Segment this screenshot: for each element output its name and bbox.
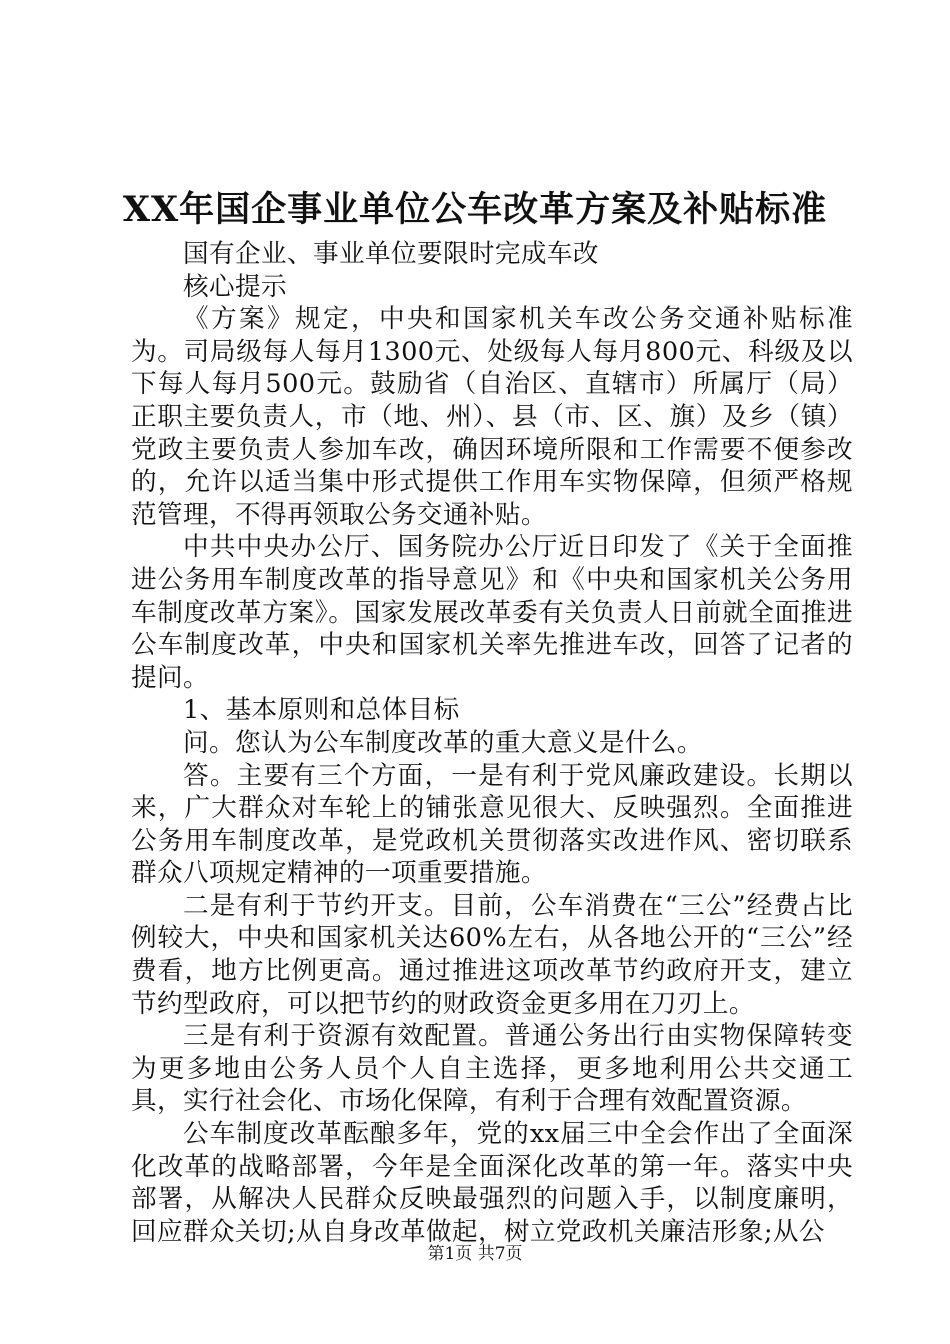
- document-title: XX年国企事业单位公车改革方案及补贴标准: [122, 189, 828, 230]
- paragraph-subtitle: 国有企业、事业单位要限时完成车改: [183, 239, 599, 269]
- paragraph-reform-background: 公车制度改革酝酿多年，党的xx届三中全会作出了全面深化改革的战略部署，今年是全面深化改革的第一年。落实中央部署，从解决人民群众反映最强烈的问题入手，以制度廉明，回应群众关切;从自身改革做起，树立党政机关廉洁形象;从公: [131, 1119, 853, 1247]
- page-footer: 第1页 共7页: [427, 1244, 523, 1264]
- paragraph-core-hint: 核心提示: [183, 271, 287, 302]
- paragraph-point-two: 二是有利于节约开支。目前，公车消费在“三公”经费占比例较大，中央和国家机关达60%左右，从各地公开的“三公”经费看，地方比例更高。通过推进这项改革节约政府开支，建立节约型政府，可以把节约的财政资金更多用在刀刃上。: [131, 890, 853, 1019]
- section-heading-principles: 1、基本原则和总体目标: [183, 695, 460, 726]
- document-body: [131, 238, 853, 1248]
- paragraph-point-three: 三是有利于资源有效配置。普通公务出行由实物保障转变为更多地由公务人员个人自主选择，更多地利用公共交通工具，实行社会化、市场化保障，有利于合理有效配置资源。: [131, 1021, 853, 1117]
- paragraph-question: 问。您认为公车制度改革的重大意义是什么。: [183, 727, 703, 758]
- paragraph-announcement: 中共中央办公厅、国务院办公厅近日印发了《关于全面推进公务用车制度改革的指导意见》和《中央和国家机关公务用车制度改革方案》。国家发展改革委有关负责人日前就全面推进公车制度改革，中央和国家机关率先推进车改，回答了记者的提问。: [131, 532, 853, 693]
- paragraph-plan-rules: 《方案》规定，中央和国家机关车改公务交通补贴标准为。司局级每人每月1300元、处级每人每月800元、科级及以下每人每月500元。鼓励省（自治区、直辖市）所属厅（局）正职主要负责人，市（地、州）、县（市、区、旗）及乡（镇）党政主要负责人参加车改，确因环境所限和工作需要不便参改的，允许以适当集中形式提供工作用车实物保障，但须严格规范管理，不得再领取公务交通补贴。: [131, 304, 853, 530]
- paragraph-answer: 答。主要有三个方面，一是有利于党风廉政建设。长期以来，广大群众对车轮上的铺张意见很大、反映强烈。全面推进公务用车制度改革，是党政机关贯彻落实改进作风、密切联系群众八项规定精神的一项重要措施。: [131, 760, 853, 889]
